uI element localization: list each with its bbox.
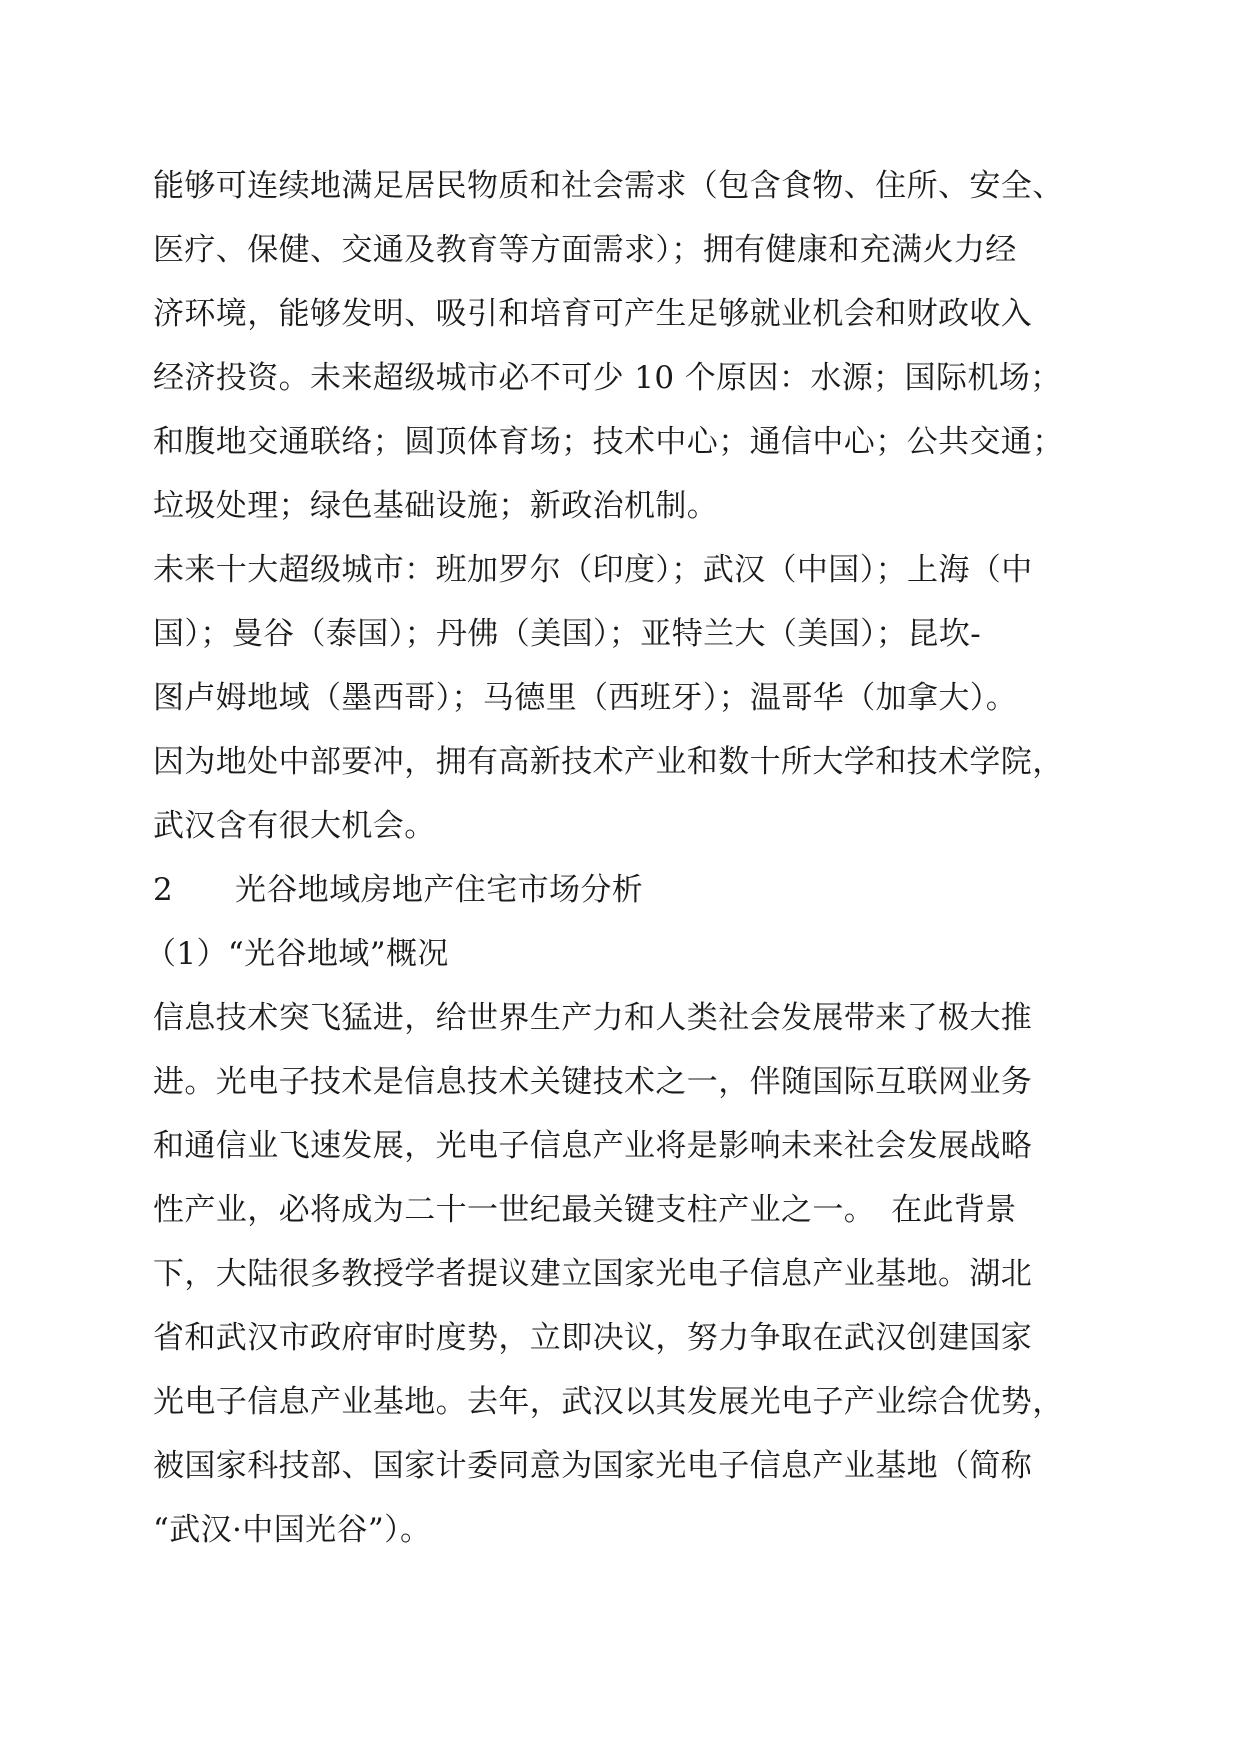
text-line: 光电子信息产业基地。去年，武汉以其发展光电子产业综合优势， <box>153 1384 1064 1420</box>
text-line: 进。光电子技术是信息技术关键技术之一，伴随国际互联网业务 <box>153 1064 1033 1100</box>
section-number: 2 <box>153 872 174 908</box>
text-line: 省和武汉市政府审时度势，立即决议，努力争取在武汉创建国家 <box>153 1320 1033 1356</box>
text-line: 未来十大超级城市：班加罗尔（印度）；武汉（中国）；上海（中 <box>153 552 1033 588</box>
text-line: 被国家科技部、国家计委同意为国家光电子信息产业基地（简称 <box>153 1448 1033 1484</box>
text-line: 济环境，能够发明、吸引和培育可产生足够就业机会和财政收入 <box>153 296 1033 332</box>
section-heading <box>153 858 643 922</box>
text-line: 垃圾处理；绿色基础设施；新政治机制。 <box>153 488 719 524</box>
text-line: 性产业，必将成为二十一世纪最关键支柱产业之一。 在此背景 <box>153 1192 1017 1228</box>
subsection-heading: （1）“光谷地域”概况 <box>145 936 449 972</box>
text-line: 经济投资。未来超级城市必不可少 10 个原因：水源；国际机场； <box>153 360 1062 396</box>
text-line: 武汉含有很大机会。 <box>153 808 436 844</box>
text-line: 图卢姆地域（墨西哥）；马德里（西班牙）；温哥华（加拿大）。 <box>153 680 1018 716</box>
text-line: 和通信业飞速发展，光电子信息产业将是影响未来社会发展战略 <box>153 1128 1033 1164</box>
text-line: 能够可连续地满足居民物质和社会需求（包含食物、住所、安全、 <box>153 168 1064 204</box>
text-line: 因为地处中部要冲，拥有高新技术产业和数十所大学和技术学院， <box>153 744 1064 780</box>
text-line: 和腹地交通联络；圆顶体育场；技术中心；通信中心；公共交通； <box>153 424 1064 460</box>
section-title: 光谷地域房地产住宅市场分析 <box>235 872 644 908</box>
text-line: 医疗、保健、交通及教育等方面需求）；拥有健康和充满火力经 <box>153 232 1017 268</box>
text-line: “武汉·中国光谷”）。 <box>153 1512 432 1548</box>
text-line: 信息技术突飞猛进，给世界生产力和人类社会发展带来了极大推 <box>153 1000 1033 1036</box>
text-line: 下，大陆很多教授学者提议建立国家光电子信息产业基地。湖北 <box>153 1256 1033 1292</box>
text-line: 国）；曼谷（泰国）；丹佛（美国）；亚特兰大（美国）；昆坎- <box>153 616 982 652</box>
